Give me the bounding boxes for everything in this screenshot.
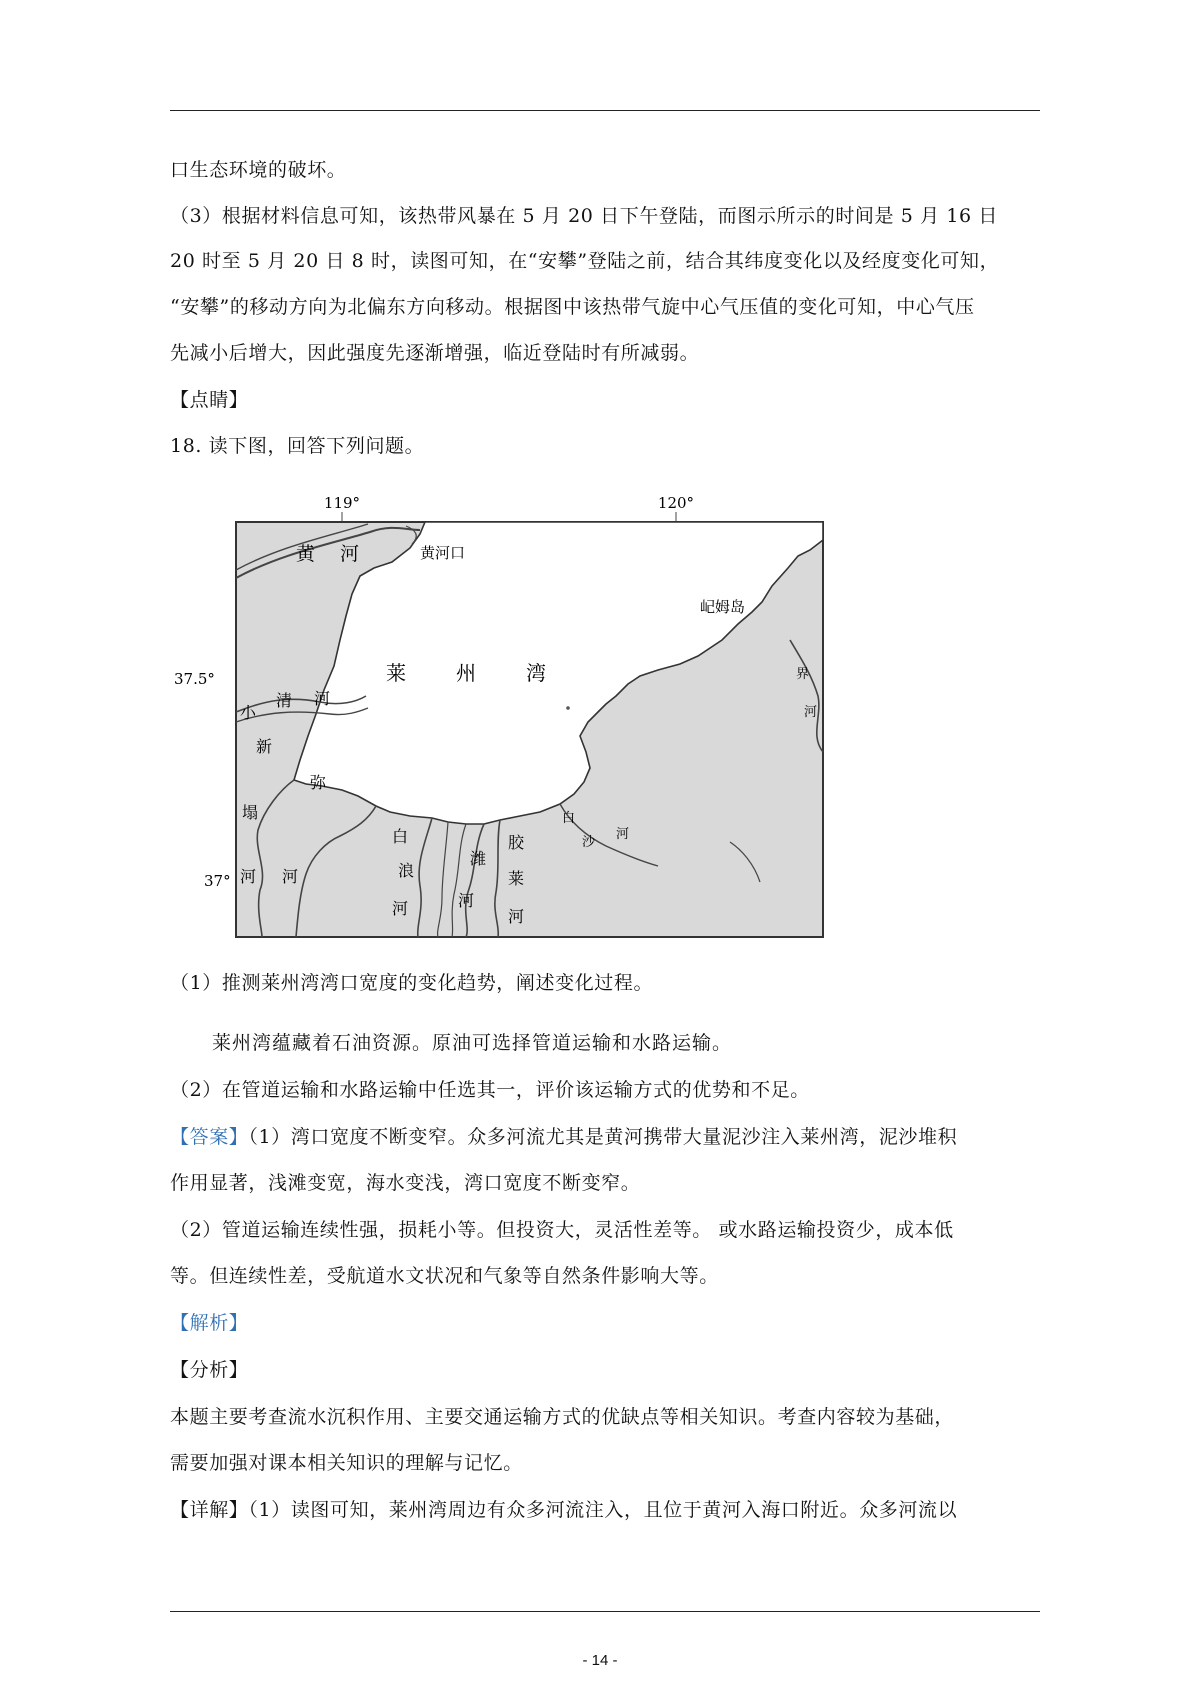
lon-120-label: 120°	[657, 494, 695, 512]
answer-line-4: 等。但连续性差，受航道水文状况和气象等自然条件影响大等。	[170, 1265, 719, 1287]
text-line: “安攀”的移动方向为北偏东方向移动。根据图中该热带气旋中心气压值的变化可知，中心气压	[170, 296, 975, 318]
label-laizhou-1: 莱	[386, 661, 406, 685]
detail-text: （1）读图可知，莱州湾周边有众多河流注入，且位于黄河入海口附近。众多河流以	[248, 1499, 958, 1521]
answer-text: （1）湾口宽度不断变窄。众多河流尤其是黄河携带大量泥沙注入莱州湾，泥沙堆积	[248, 1126, 958, 1148]
label-wei-1: 潍	[470, 849, 487, 868]
question-18-title: 18. 读下图，回答下列问题。	[170, 435, 425, 457]
label-xinta-3: 河	[240, 867, 257, 886]
page-number: - 14 -	[582, 1652, 618, 1669]
lon-119-label: 119°	[323, 494, 361, 512]
label-xiaoqing-1: 小	[240, 703, 257, 722]
label-wei-2: 河	[458, 891, 475, 910]
label-xiaoqing-3: 河	[314, 689, 331, 708]
label-xiaoqing-2: 清	[276, 691, 293, 710]
label-bailang-3: 河	[392, 899, 409, 918]
text-line: 先减小后增大，因此强度先逐渐增强，临近登陆时有所减弱。	[170, 342, 700, 364]
dianjing-heading: 【点睛】	[170, 389, 249, 411]
footer-rule	[170, 1611, 1040, 1612]
label-bailang-1: 白	[392, 827, 409, 846]
text-line: 口生态环境的破坏。	[170, 159, 347, 181]
jiexi-tag: 【解析】	[170, 1312, 249, 1334]
label-xinta-1: 新	[256, 737, 273, 756]
label-baisha-3: 河	[616, 827, 630, 842]
label-mi-1: 弥	[310, 773, 327, 792]
material-text: 莱州湾蕴藏着石油资源。原油可选择管道运输和水路运输。	[212, 1032, 733, 1054]
answer-tag: 【答案】	[170, 1126, 249, 1148]
label-huanghe-2: 河	[340, 543, 360, 565]
lat-37-5-label: 37.5°	[174, 670, 215, 688]
header-rule	[170, 110, 1040, 111]
laizhou-bay-map	[170, 490, 830, 950]
label-laizhou-3: 湾	[526, 661, 546, 685]
answer-line-1	[170, 1122, 1040, 1152]
label-xinta-2: 塌	[242, 803, 259, 822]
question-2: （2）在管道运输和水路运输中任选其一，评价该运输方式的优势和不足。	[170, 1079, 810, 1101]
label-huanghekou: 黄河口	[420, 544, 466, 562]
label-laizhou-2: 州	[456, 661, 476, 685]
fenxi-tag: 【分析】	[170, 1359, 249, 1381]
text-line: （3）根据材料信息可知，该热带风暴在 5 月 20 日下午登陆，而图示所示的时间是 5 月 16 日	[170, 205, 998, 227]
label-jiehe-1: 界	[796, 667, 810, 682]
label-qimudao: 屺姆岛	[700, 598, 746, 616]
label-bailang-2: 浪	[398, 861, 415, 880]
label-jiaolai-2: 莱	[508, 869, 525, 888]
label-baisha-2: 沙	[582, 835, 596, 850]
question-1: （1）推测莱州湾湾口宽度的变化趋势，阐述变化过程。	[170, 972, 654, 994]
answer-line-3: （2）管道运输连续性强，损耗小等。但投资大，灵活性差等。 或水路运输投资少，成本低	[170, 1219, 954, 1241]
text-line: 20 时至 5 月 20 日 8 时，读图可知，在“安攀”登陆之前，结合其纬度变化以及经度变化可知，	[170, 250, 1000, 272]
label-jiaolai-1: 胶	[508, 833, 525, 852]
analysis-line-2: 需要加强对课本相关知识的理解与记忆。	[170, 1452, 523, 1474]
detail-line-1	[170, 1495, 1040, 1525]
answer-line-2: 作用显著，浅滩变宽，海水变浅，湾口宽度不断变窄。	[170, 1172, 641, 1194]
label-huanghe-1: 黄	[296, 543, 316, 565]
label-jiehe-2: 河	[804, 705, 818, 720]
lat-37-label: 37°	[204, 872, 231, 890]
detail-tag: 【详解】	[170, 1499, 249, 1521]
analysis-line-1: 本题主要考查流水沉积作用、主要交通运输方式的优缺点等相关知识。考查内容较为基础，	[170, 1406, 955, 1428]
label-jiaolai-3: 河	[508, 907, 525, 926]
label-mi-2: 河	[282, 867, 299, 886]
label-baisha-1: 白	[562, 811, 576, 826]
